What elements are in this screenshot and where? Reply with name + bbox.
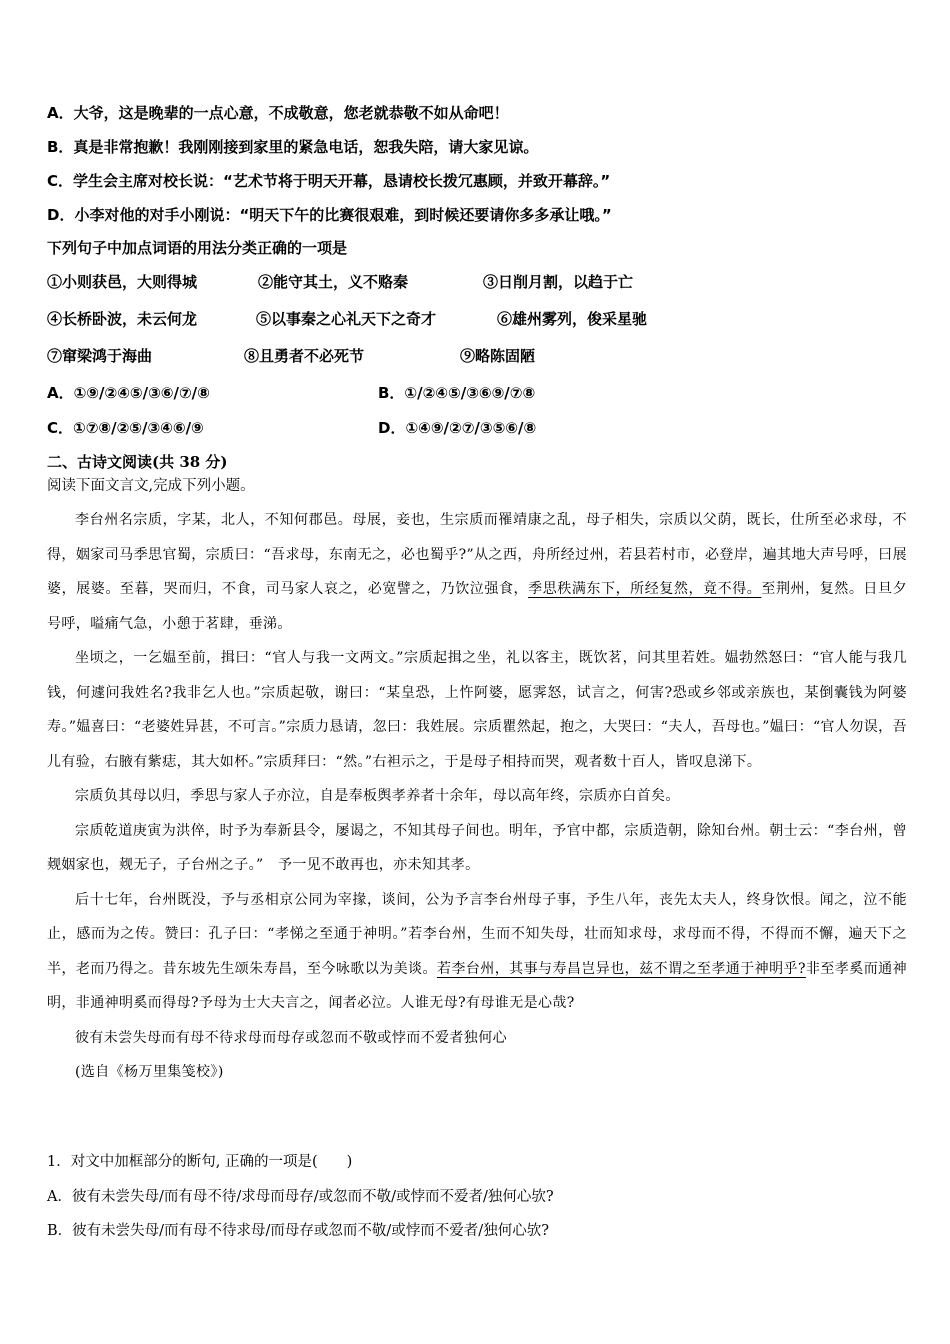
option-b[interactable]: B．①/②④⑤/③⑥⑨/⑦⑧	[378, 384, 536, 402]
section-instruction: 阅读下面文言文,完成下列小题。	[47, 478, 255, 494]
passage-paragraph: 李台州名宗质，字某，北人，不知何郡邑。母展，妾也，生宗质而罹靖康之乱，母子相失，宗质以父荫，既长，仕所至必求母，不得，姻家司马季思官蜀，宗质曰：“吾求母，东南无之，必也蜀乎?”从之西，舟所经过州，若县若村市，必登岸，遍其地大声号呼，曰展婆，展婆。至暮，哭而归，不食，司马家人哀之，必宽譬之，乃饮泣强食，季思秩满东下，所经复然，竟不得。至荆州，复然。日旦夕号呼，嗌痛气急，小憩于茗肆，垂涕。	[47, 512, 907, 632]
option-a[interactable]: A．①⑨/②④⑤/③⑥/⑦/⑧	[47, 384, 210, 402]
sentence-item: ③日削月割，以趋于亡	[483, 273, 634, 291]
sentence-item: ⑥雄州雾列，俊采星驰	[497, 310, 648, 328]
passage-paragraph: 宗质乾道庚寅为洪倅，时予为奉新县令，屡谒之，不知其母子间也。明年，予官中都，宗质造朝，除知台州。朝士云：“李台州，曾觌姻家也，觌无子，子台州之子。” 予一见不敢再也，亦未知其孝。	[47, 822, 907, 873]
passage-paragraph: 坐顷之，一乞媪至前，揖曰：“官人与我一文两文。”宗质起揖之坐，礼以客主，既饮茗，问其里若姓。媪勃然怒曰：“官人能与我几钱，何遽问我姓名?我非乞人也。”宗质起敬，谢曰：“某皇恐，上忤阿婆，愿霁怒，试言之，何害?恐或乡邻或亲族也，某倒囊钱为阿婆寿。”媪喜曰：“老婆姓异甚，不可言。”宗质力恳请，忽曰：我姓展。宗质瞿然起，抱之，大哭曰：“夫人，吾母也。”媪曰：“官人勿误，吾儿有验，右腋有紫痣，其大如杯。”宗质拜曰：“然。”右袒示之，于是母子相持而哭，观者数十百人，皆叹息涕下。	[47, 650, 907, 770]
sentence-item: ⑤以事秦之心礼天下之奇才	[256, 310, 437, 328]
sentence-item: ⑧且勇者不必死节	[244, 347, 365, 365]
question-stem: 下列句子中加点词语的用法分类正确的一项是	[47, 239, 348, 257]
option-c[interactable]: C．学生会主席对校长说：“艺术节将于明天开幕，恳请校长拨冗惠顾，并致开幕辞。”	[47, 172, 611, 190]
passage-source: (选自《杨万里集笺校》)	[75, 1064, 224, 1080]
option-d[interactable]: D．①④⑨/②⑦/③⑤⑥/⑧	[378, 419, 537, 437]
classical-passage	[47, 503, 907, 1090]
sentence-item: ④长桥卧波，未云何龙	[47, 310, 198, 328]
underlined-sentence: 若李台州，其事与寿昌岂异也，兹不谓之至孝通于神明乎?	[436, 960, 806, 977]
passage-paragraph: 宗质负其母以归，季思与家人子亦泣，自是奉板舆孝养者十余年，母以高年终，宗质亦白首矣。	[75, 788, 680, 804]
option-b[interactable]: B．真是非常抱歉！我刚刚接到家里的紧急电话，恕我失陪，请大家见谅。	[47, 138, 539, 156]
sentence-item: ⑦窜梁鸿于海曲	[47, 347, 153, 365]
q1-option-b[interactable]: B．彼有未尝失母/而有母不待求母/而母存或忽而不敬/或悖而不爱者/独何心欤?	[47, 1223, 549, 1239]
section-title: 二、古诗文阅读(共 38 分)	[47, 453, 228, 471]
q1-stem: 1．对文中加框部分的断句, 正确的一项是( )	[47, 1154, 353, 1170]
option-c[interactable]: C．①⑦⑧/②⑤/③④⑥/⑨	[47, 419, 204, 437]
q1-option-a[interactable]: A．彼有未尝失母/而有母不待/求母而母存/或忽而不敬/或悖而不爱者/独何心欤?	[47, 1189, 554, 1205]
sentence-item: ②能守其土，义不赂秦	[258, 273, 409, 291]
sentence-item: ①小则获邑，大则得城	[47, 273, 198, 291]
underlined-sentence: 季思秩满东下，所经复然，竟不得。	[528, 581, 762, 597]
sentence-item: ⑨略陈固陋	[460, 347, 536, 365]
option-a[interactable]: A．大爷，这是晚辈的一点心意，不成敬意，您老就恭敬不如从命吧！	[47, 104, 509, 122]
passage-paragraph: 后十七年，台州既没，予与丞相京公同为宰掾，谈间，公为予言李台州母子事，予生八年，丧先太夫人，终身饮恨。闻之，泣不能止，感而为之传。赞曰：孔子曰：“孝悌之至通于神明。”若李台州，生而不知失母，壮而知求母，求母而不得，不得而不懈，遍天下之半，老而乃得之。昔东坡先生颂朱寿昌，至今咏歌以为美谈。若李台州，其事与寿昌岂异也，兹不谓之至孝通于神明乎?非至孝奚而通神明，非通神明奚而得母?予母为士大夫言之，闻者必泣。人谁无母?有母谁无是心哉?	[47, 891, 907, 1011]
boxed-passage: 彼有未尝失母而有母不待求母而母存或忽而不敬或悖而不爱者独何心	[75, 1029, 507, 1046]
option-d[interactable]: D．小李对他的对手小刚说：“明天下午的比赛很艰难，到时候还要请你多多承让哦。”	[47, 206, 612, 224]
